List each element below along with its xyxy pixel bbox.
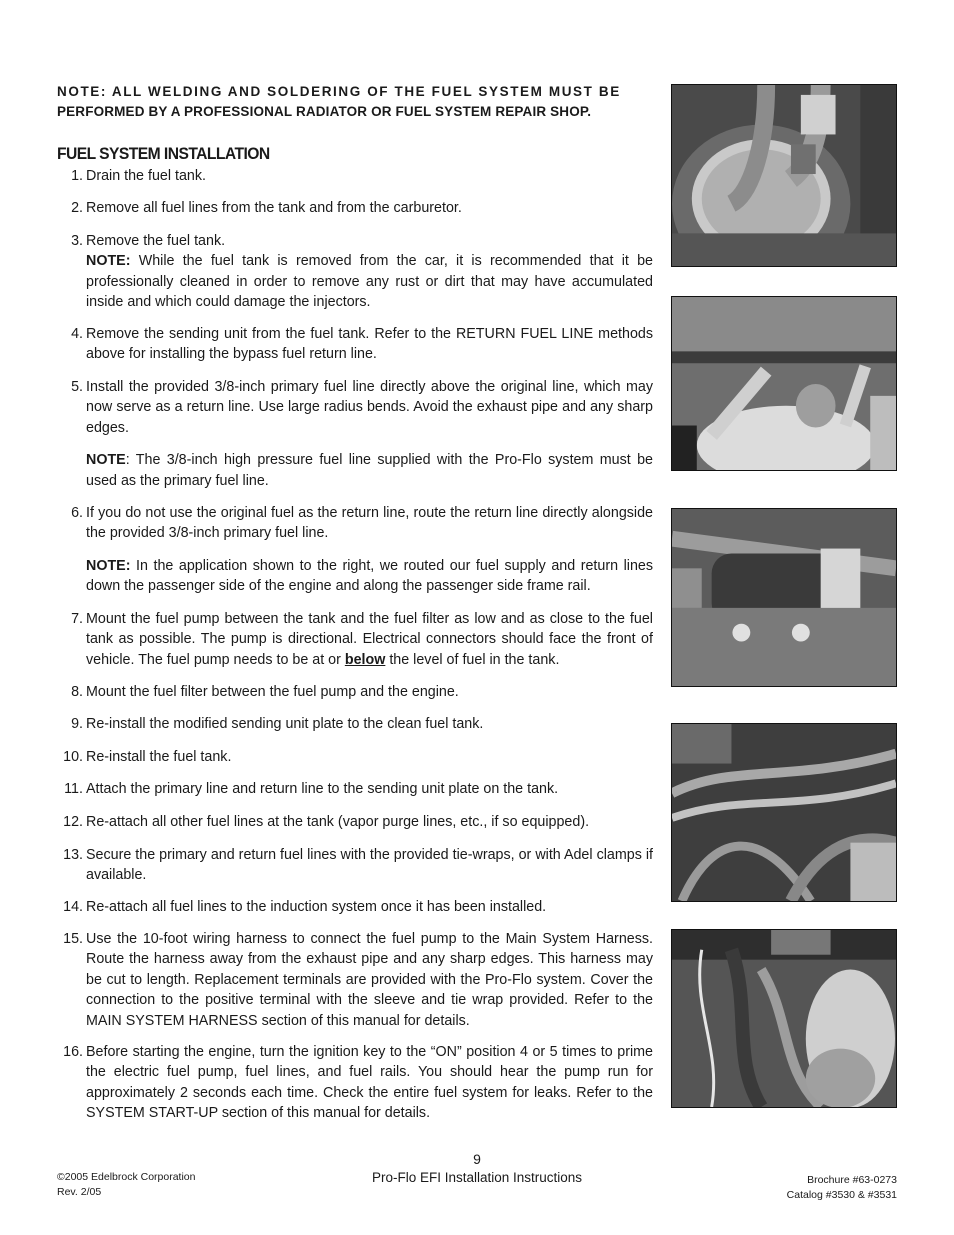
catalog-info: Brochure #63-0273 Catalog #3530 & #3531 <box>786 1174 897 1201</box>
photo-engine-lines <box>671 723 897 902</box>
step-1: 1. Drain the fuel tank. <box>71 168 207 184</box>
step-6: 6. If you do not use the original fuel as the return line, route the return line directly alongside the provided 3/8-inch primary fuel line. NOTE: In the application shown to the right, we routed our fuel supply and return lines down the passenger side of the engine and along the passenger side frame rail. <box>71 505 653 595</box>
step-16: 16. Before starting the engine, turn the ignition key to the “ON” position 4 or 5 times to prime the electric fuel pump, fuel lines, and fuel rails. You should hear the pump run for approximately 2 seconds each time. Check the entire fuel system for leaks. Refer to the SYSTEM START-UP section of this manual for details. <box>63 1044 653 1122</box>
step-11: 11. Attach the primary line and return line to the sending unit plate on the tank. <box>64 781 559 797</box>
photo-under-car <box>671 296 897 471</box>
step-7: 7. Mount the fuel pump between the tank and the fuel filter as low and as close to the fuel tank as possible. The pump is directional. Electrical connectors should face the front of vehicle. The fuel pump needs to be at or below the level of fuel in the tank. <box>71 611 653 668</box>
step-14: 14. Re-attach all fuel lines to the induction system once it has been installed. <box>63 899 547 915</box>
step-13: 13. Secure the primary and return fuel lines with the provided tie-wraps, or with Adel clamps if available. <box>63 847 653 884</box>
step-15: 15. Use the 10-foot wiring harness to connect the fuel pump to the Main System Harness. Route the harness away from the exhaust pipe and any sharp edges. This harness may be cut to length. Replacement terminals are provided with the Pro-Flo system. Cover the connection to the positive terminal with the sleeve and tie wrap provided. Refer to the MAIN SYSTEM HARNESS section of this manual for details. <box>63 931 653 1029</box>
welding-note <box>57 82 657 122</box>
section-heading: FUEL SYSTEM INSTALLATION <box>57 144 270 163</box>
step-2: 2. Remove all fuel lines from the tank and from the carburetor. <box>71 200 462 216</box>
welding-note-line-1: NOTE: ALL WELDING AND SOLDERING OF THE FUEL SYSTEM MUST BE <box>57 84 621 99</box>
step-3: 3. Remove the fuel tank. NOTE: While the fuel tank is removed from the car, it is recommended that it be professionally cleaned in order to remove any rust or dirt that may have accumulated inside and which could damage the injectors. <box>71 233 653 311</box>
step-9: 9. Re-install the modified sending unit plate to the clean fuel tank. <box>71 716 484 732</box>
photo-fuel-pump <box>671 508 897 687</box>
page-number: 9 <box>473 1151 481 1167</box>
step-12: 12. Re-attach all other fuel lines at the tank (vapor purge lines, etc., if so equipped). <box>63 814 590 830</box>
photo-wiring-harness <box>671 929 897 1108</box>
copyright: ©2005 Edelbrock Corporation Rev. 2/05 <box>57 1171 196 1198</box>
step-4: 4. Remove the sending unit from the fuel tank. Refer to the RETURN FUEL LINE methods above for installing the bypass fuel return line. <box>71 326 653 363</box>
note-label: NOTE: <box>86 557 131 574</box>
document-title: Pro-Flo EFI Installation Instructions <box>371 1170 583 1185</box>
photo-sending-unit <box>671 84 897 267</box>
step-8: 8. Mount the fuel filter between the fuel pump and the engine. <box>71 684 459 700</box>
step-10: 10. Re-install the fuel tank. <box>63 749 232 765</box>
below-emphasis: below <box>344 651 386 668</box>
welding-note-line-2: PERFORMED BY A PROFESSIONAL RADIATOR OR FUEL SYSTEM REPAIR SHOP. <box>57 104 592 119</box>
note-label: NOTE <box>86 452 126 469</box>
note-label: NOTE: <box>86 253 131 270</box>
step-5: 5. Install the provided 3/8-inch primary fuel line directly above the original line, which may now serve as a return line. Use large radius bends. Avoid the exhaust pipe and any sharp edges. NOTE: The 3/8-inch high pressure fuel line supplied with the Pro-Flo system must be used as the primary fuel line. <box>71 379 653 489</box>
